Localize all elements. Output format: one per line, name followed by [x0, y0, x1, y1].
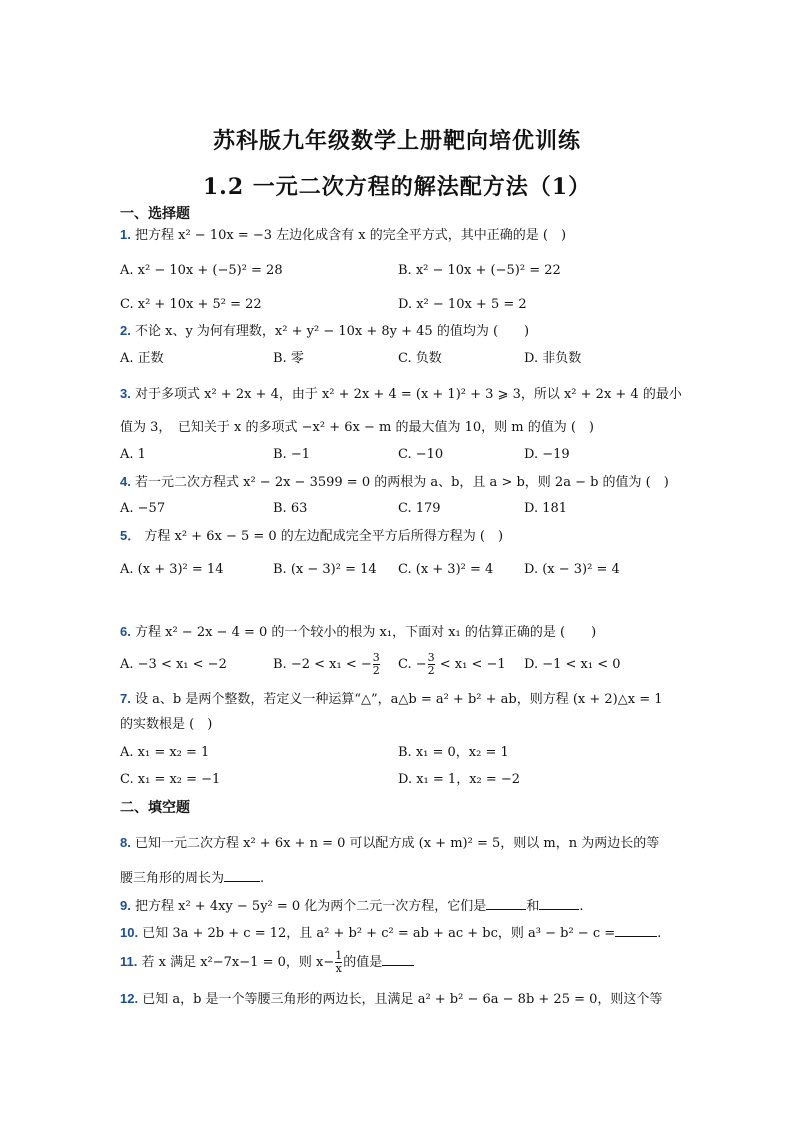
option-c: [398, 652, 506, 677]
section-heading-fill: 二、填空题: [120, 800, 190, 816]
fraction-numerator: 3: [372, 651, 380, 664]
option-b: B. (x − 3)² = 14: [273, 562, 377, 577]
option-b: [273, 652, 381, 677]
question-5: [120, 527, 503, 546]
answer-blank[interactable]: [382, 951, 414, 966]
fraction-numerator: 1: [335, 949, 343, 962]
option-b: B. x₁ = 0，x₂ = 1: [398, 745, 509, 760]
connector-text: 和: [526, 899, 540, 914]
question-text: 把方程 x² + 4xy − 5y² = 0 化为两个二元一次方程，它们是: [134, 899, 487, 914]
question-number: 8.: [120, 835, 131, 850]
answer-blank-2[interactable]: [539, 895, 579, 910]
question-text: 若 x 满足 x²−7x−1 = 0，则 x−: [141, 955, 335, 970]
question-7: [120, 690, 663, 709]
option-c: C. −10: [398, 447, 444, 462]
option-a: A. (x + 3)² = 14: [120, 562, 224, 577]
option-c: C. x² + 10x + 5² = 22: [120, 297, 262, 312]
option-c: C. x₁ = x₂ = −1: [120, 772, 221, 787]
answer-blank-1[interactable]: [486, 895, 526, 910]
option-d: D. 181: [524, 501, 568, 516]
option-c-text-2: < x₁ < −1: [435, 657, 506, 672]
question-1: [120, 226, 566, 245]
option-d: D. −1 < x₁ < 0: [524, 657, 621, 672]
question-text: 已知一元二次方程 x² + 6x + n = 0 可以配方成 (x + m)² = 5，则以 m，n 为两边长的等: [134, 836, 660, 851]
question-text: 不论 x、y 为何有理数，x² + y² − 10x + 8y + 45 的值均为 ( ): [134, 324, 530, 339]
option-a: A. x₁ = x₂ = 1: [120, 745, 210, 760]
question-12: [120, 990, 662, 1009]
page-title: 苏科版九年级数学上册靶向培优训练: [212, 128, 581, 154]
option-c: C. 负数: [398, 351, 442, 366]
answer-blank[interactable]: [224, 867, 260, 882]
question-text: 若一元二次方程式 x² − 2x − 3599 = 0 的两根为 a、b，且 a > b，则 2a − b 的值为 ( ): [134, 475, 669, 490]
option-b: B. 63: [273, 501, 308, 516]
question-text: 左边化成含有 x 的完全平方式，其中正确的是 ( ): [272, 228, 567, 243]
question-text: 方程 x² − 2x − 4 = 0 的一个较小的根为 x₁，下面对 x₁ 的估算正确的是 ( ): [134, 625, 597, 640]
fraction: [373, 652, 380, 677]
option-b: B. −1: [273, 447, 310, 462]
question-8-line-2: 腰三角形的周长为 .: [120, 867, 264, 888]
question-text: 对于多项式 x² + 2x + 4，由于 x² + 2x + 4 = (x + 1)² + 3 ⩾ 3，所以 x² + 2x + 4 的最小: [134, 387, 682, 402]
question-number: 6.: [120, 624, 131, 639]
fraction-denominator: 2: [372, 664, 380, 677]
question-8: [120, 834, 659, 853]
option-d: D. 非负数: [524, 351, 582, 366]
question-text: 把方程: [134, 228, 179, 243]
question-number: 4.: [120, 474, 131, 489]
question-number: 5．: [120, 528, 141, 543]
option-a: A. 正数: [120, 351, 164, 366]
question-6: [120, 623, 596, 642]
question-9: 9. 把方程 x² + 4xy − 5y² = 0 化为两个二元一次方程，它们是 和 .: [120, 895, 583, 916]
option-b: B. 零: [273, 351, 304, 366]
question-number: 1.: [120, 227, 131, 242]
option-b: B. x² − 10x + (−5)² = 22: [398, 263, 561, 278]
option-d: D. x₁ = 1，x₂ = −2: [398, 772, 521, 787]
option-c: C. (x + 3)² = 4: [398, 562, 494, 577]
question-equation: x² − 10x = −3: [178, 228, 273, 243]
question-number: 12.: [120, 991, 139, 1006]
question-2: [120, 322, 529, 341]
question-number: 10.: [120, 925, 139, 940]
page-subtitle: 1.2 一元二次方程的解法配方法（1）: [202, 174, 592, 200]
option-d: D. −19: [524, 447, 570, 462]
question-number: 2.: [120, 323, 131, 338]
question-3: [120, 385, 682, 404]
option-c-text: C. −: [398, 657, 427, 672]
question-number: 3.: [120, 386, 131, 401]
option-a: A. x² − 10x + (−5)² = 28: [120, 263, 283, 278]
answer-blank[interactable]: [615, 922, 657, 937]
option-d: D. (x − 3)² = 4: [524, 562, 620, 577]
question-text: 方程 x² + 6x − 5 = 0 的左边配成完全平方后所得方程为 ( ): [144, 529, 504, 544]
option-d: D. x² − 10x + 5 = 2: [398, 297, 527, 312]
fraction-numerator: 3: [427, 651, 435, 664]
fraction: [335, 950, 342, 975]
option-a: A. −3 < x₁ < −2: [120, 657, 227, 672]
fraction-denominator: x: [335, 962, 342, 975]
option-a: A. 1: [120, 447, 146, 462]
section-heading-choice: 一、选择题: [120, 206, 190, 222]
question-4: [120, 473, 669, 492]
question-number: 9.: [120, 898, 131, 913]
question-text: 设 a、b 是两个整数，若定义一种运算“△”，a△b = a² + b² + ab，则方程 (x + 2)△x = 1: [134, 692, 663, 707]
fraction: [428, 652, 435, 677]
question-text-2: 的值是: [343, 955, 383, 970]
question-text: 腰三角形的周长为: [120, 871, 225, 886]
question-7-line-2: 的实数根是 ( ): [120, 717, 213, 732]
question-11: [120, 950, 414, 975]
option-c: C. 179: [398, 501, 441, 516]
question-text: 已知 a，b 是一个等腰三角形的两边长，且满足 a² + b² − 6a − 8b + 25 = 0，则这个等: [142, 992, 663, 1007]
question-3-line-2: 值为 3， 已知关于 x 的多项式 −x² + 6x − m 的最大值为 10，则 m 的值为 ( ): [120, 420, 594, 435]
question-number: 11.: [120, 954, 138, 969]
question-text: 已知 3a + 2b + c = 12，且 a² + b² + c² = ab + ac + bc，则 a³ − b² − c =: [142, 926, 616, 941]
question-10: 10. 已知 3a + 2b + c = 12，且 a² + b² + c² = ab + ac + bc，则 a³ − b² − c = .: [120, 922, 661, 943]
fraction-denominator: 2: [427, 664, 435, 677]
question-number: 7.: [120, 691, 131, 706]
option-a: A. −57: [120, 501, 166, 516]
option-b-text: B. −2 < x₁ < −: [273, 657, 372, 672]
